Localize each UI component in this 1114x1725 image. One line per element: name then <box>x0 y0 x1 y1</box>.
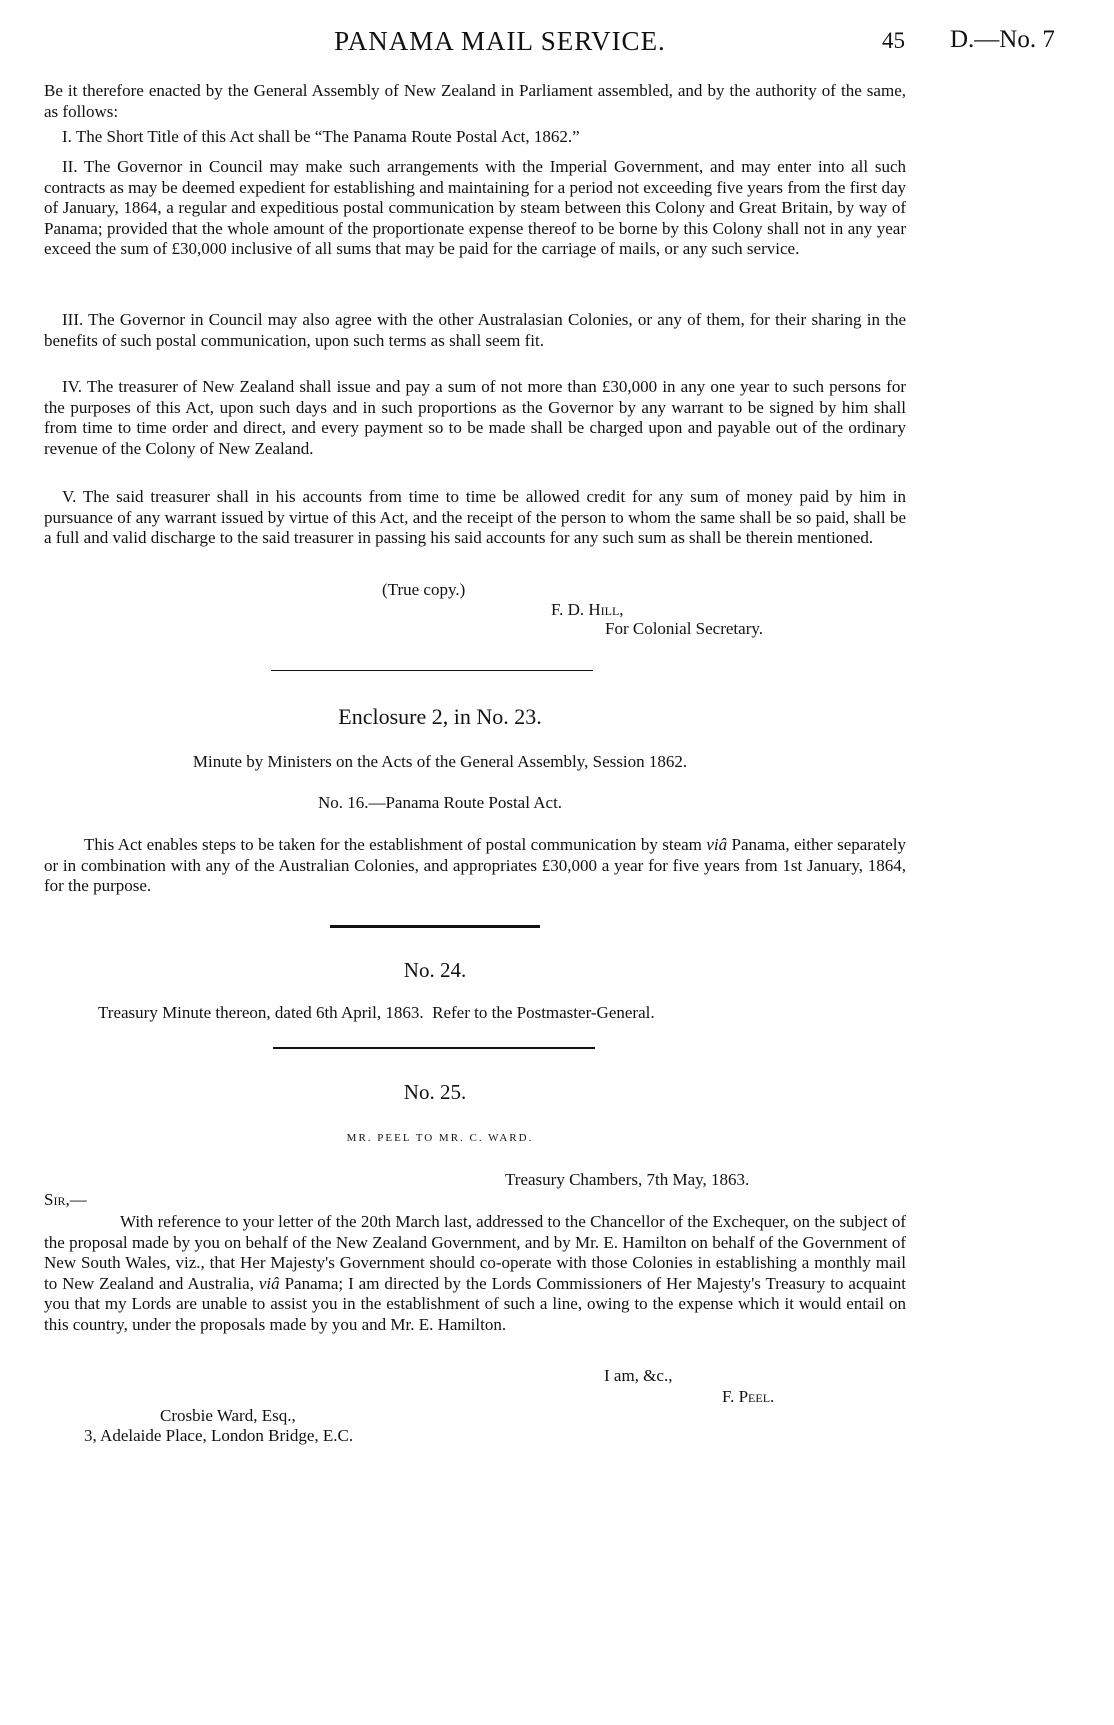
enclosure-body: This Act enables steps to be taken for the establishment of postal communication by steam viâ Panama, either separately or in combination with any of the Australian Colonies, and appropriates £30,000 a year for five years from 1st January, 1864, for the purpose. <box>44 835 906 896</box>
addressee-address: 3, Adelaide Place, London Bridge, E.C. <box>84 1426 354 1445</box>
divider <box>271 670 593 671</box>
letter-body: With reference to your letter of the 20th March last, addressed to the Chancellor of the Exchequer, on the subject of the proposal made by you on behalf of the New Zealand Government, and by Mr. E. Hamilton on behalf of the Government of New South Wales, viz., that Her Majesty's Government should co-operate with those Colonies in establishing a monthly mail to New Zealand and Australia, viâ Panama; I am directed by the Lords Commissioners of Her Majesty's Treasury to acquaint you that my Lords are unable to assist you in the establishment of such a line, owing to the expense which it would entail on this country, under the proposals made by you and Mr. E. Hamilton. <box>44 1212 906 1334</box>
enclosure-act-title: No. 16.—Panama Route Postal Act. <box>317 793 563 812</box>
act-section-1: I. The Short Title of this Act shall be “The Panama Route Postal Act, 1862.” <box>62 127 580 146</box>
true-copy-note: (True copy.) <box>382 580 466 599</box>
enacting-clause: Be it therefore enacted by the General Assembly of New Zealand in Parliament assembled, and by the authority of the same, as follows: <box>44 81 906 121</box>
letter-closing: I am, &c., <box>604 1366 673 1385</box>
divider <box>273 1047 595 1049</box>
letter-signature: F. Peel. <box>722 1387 775 1406</box>
page-number: 45 <box>882 28 905 53</box>
paper-reference: D.—No. 7 <box>950 26 1055 53</box>
divider <box>330 925 540 928</box>
letter-place-date: Treasury Chambers, 7th May, 1863. <box>505 1170 750 1189</box>
act-section-2: II. The Governor in Council may make such arrangements with the Imperial Government, and may enter into all such contracts as may be deemed expedient for establishing and maintaining for a period not exceeding five years from the first day of January, 1864, a regular and expeditious postal communication by steam between this Colony and Great Britain, by way of Panama; provided that the whole amount of the proportionate expense thereof to be borne by this Colony shall not in any year exceed the sum of £30,000 inclusive of all sums that may be paid for the carriage of mails, or any such service. <box>44 157 906 259</box>
enclosure-heading: Enclosure 2, in No. 23. <box>338 704 542 729</box>
act-section-3: III. The Governor in Council may also agree with the other Australasian Colonies, or any of them, for their sharing in the benefits of such postal communication, upon such terms as shall seem fit. <box>44 310 906 350</box>
no25-subheading: MR. PEEL TO MR. C. WARD. <box>346 1132 534 1144</box>
no24-heading: No. 24. <box>403 958 467 982</box>
addressee-name: Crosbie Ward, Esq., <box>160 1406 296 1425</box>
letter-salutation: Sir,— <box>44 1190 87 1209</box>
signatory-title: For Colonial Secretary. <box>605 619 763 638</box>
enclosure-subheading: Minute by Ministers on the Acts of the General Assembly, Session 1862. <box>192 752 688 771</box>
act-section-4: IV. The treasurer of New Zealand shall issue and pay a sum of not more than £30,000 in any one year to such persons for the purposes of this Act, upon such days and in such proportions as the Governor by any warrant to be signed by him shall from time to time order and direct, and every payment so to be made shall be charged upon and payable out of the ordinary revenue of the Colony of New Zealand. <box>44 377 906 458</box>
no24-text: Treasury Minute thereon, dated 6th April, 1863. Refer to the Postmaster-General. <box>98 1003 655 1022</box>
signatory-name: F. D. Hill, <box>551 600 624 619</box>
no25-heading: No. 25. <box>403 1080 467 1104</box>
act-section-5: V. The said treasurer shall in his accounts from time to time be allowed credit for any sum of money paid by him in pursuance of any warrant issued by virtue of this Act, and the receipt of the person to whom the same shall be so paid, shall be a full and valid discharge to the said treasurer in passing his said accounts for any such sum as shall be therein mentioned. <box>44 487 906 548</box>
page-title: PANAMA MAIL SERVICE. <box>334 26 666 56</box>
